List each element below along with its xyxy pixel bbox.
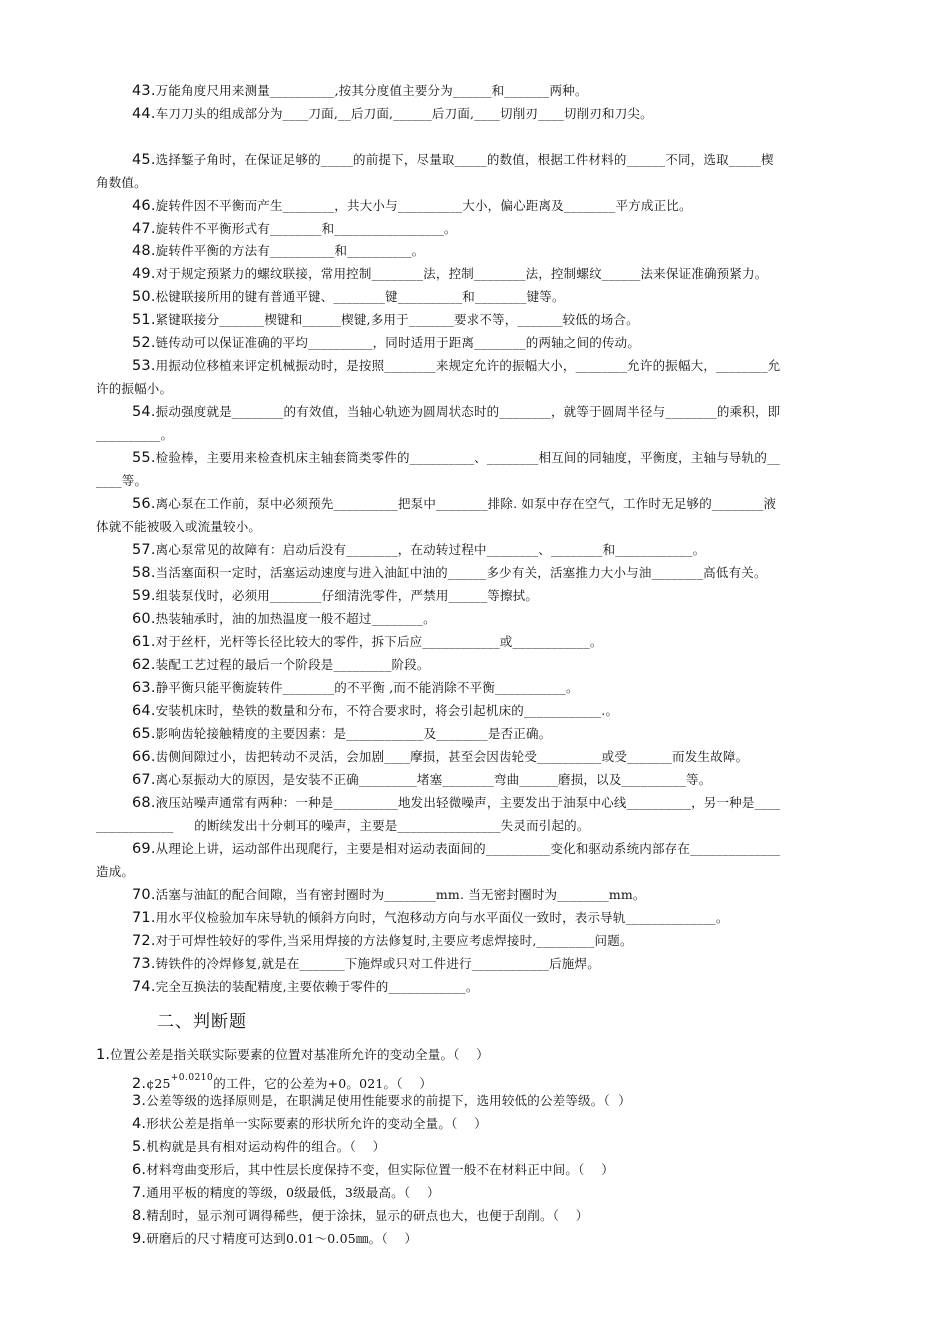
question-text: 角数值。	[96, 175, 147, 190]
question-67: 67.离心泵振动大的原因，是安装不正确_________堵塞________弯曲______磨损，以及__________等。	[132, 772, 712, 788]
question-59: 59.组装泵伐时，必须用________仔细清洗零件，严禁用______等擦拭。	[132, 588, 539, 604]
question-52: 52.链传动可以保证准确的平均__________，同时适用于距离________的两轴之间的传动。	[132, 335, 641, 351]
question-71: 71.用水平仪检验加车床导轨的倾斜方向时，气泡移动方向与水平面仪一致时，表示导轨______________。	[132, 910, 729, 926]
question-text: 体就不能被吸入或流量较小。	[96, 519, 262, 534]
question-48: 48.旋转件平衡的方法有__________和__________。	[132, 243, 425, 259]
judge-3: 3.公差等级的选择原则是，在职满足使用性能要求的前提下，选用较低的公差等级。（ ）	[132, 1093, 631, 1109]
question-54-continued	[96, 427, 173, 443]
question-text: 研磨后的尺寸精度可达到0.01～0.05㎜。（ ）	[146, 1231, 418, 1246]
question-text: ____________ 的断续发出十分刺耳的噪声，主要是________________失灵而引起的。	[96, 818, 590, 833]
question-text: 对于丝杆，光杆等长径比较大的零件，拆下后应____________或____________。	[155, 634, 603, 649]
question-text: 车刀刀头的组成部分为____刀面,__后刀面,______后刀面,____切削刃____切削刃和刀尖。	[155, 106, 653, 121]
judge-7: 7.通用平板的精度的等级，0级最低，3级最高。（ ）	[132, 1185, 440, 1201]
question-50: 50.松键联接所用的键有普通平键、________键__________和________键等。	[132, 289, 565, 305]
judge-9: 9.研磨后的尺寸精度可达到0.01～0.05㎜。（ ）	[132, 1231, 418, 1247]
question-text: 从理论上讲，运动部件出现爬行，主要是相对运动表面间的__________变化和驱动系统内部存在______________	[155, 841, 781, 856]
question-55: 55.检验棒，主要用来检查机床主轴套筒类零件的__________、________相互间的同轴度，平衡度，主轴与导轨的__	[132, 450, 780, 466]
section-title: 二、判断题	[157, 1012, 247, 1032]
judge-4: 4.形状公差是指单一实际要素的形状所允许的变动全量。（ ）	[132, 1116, 487, 1132]
judge-2: $2.¢25^{+0.0210}$的工件，它的公差为+0。021。（ ）	[132, 1073, 433, 1092]
question-text: 精刮时，显示剂可调得稀些，便于涂抹，显示的研点也大，也便于刮削。（ ）	[146, 1208, 589, 1223]
question-text: 旋转件平衡的方法有__________和__________。	[155, 243, 425, 258]
question-text: 振动强度就是________的有效值，当轴心轨迹为圆周状态时的________，就等于圆周半径与________的乘积，即	[155, 404, 781, 419]
question-text: 公差等级的选择原则是，在职满足使用性能要求的前提下，选用较低的公差等级。（ ）	[146, 1093, 631, 1108]
question-69-continued	[96, 864, 134, 880]
question-text: 许的振幅小。	[96, 381, 173, 396]
question-68: 68.液压站噪声通常有两种：一种是__________地发出轻微噪声，主要发出于油泵中心线__________，另一种是____	[132, 795, 781, 811]
tolerance-formula	[146, 1073, 214, 1091]
question-text: 万能角度尺用来测量__________,按其分度值主要分为______和_______两种。	[155, 83, 588, 98]
question-text: 静平衡只能平衡旋转件________的不平衡 ,而不能消除不平衡___________。	[155, 680, 579, 695]
question-65: 65.影响齿轮接触精度的主要因素：是____________及________是否正确。	[132, 726, 552, 742]
question-text: 齿侧间隙过小，齿把转动不灵活，会加剧____摩损，甚至会因齿轮受__________或受_______而发生故障。	[155, 749, 749, 764]
question-text: 通用平板的精度的等级，0级最低，3级最高。（ ）	[146, 1185, 440, 1200]
question-text: 材料弯曲变形后，其中性层长度保持不变，但实际位置一般不在材料正中间。（ ）	[146, 1162, 614, 1177]
question-47: 47.旋转件不平衡形式有________和_________________。	[132, 221, 457, 237]
question-68-continued	[96, 818, 590, 834]
question-text: 完全互换法的装配精度,主要依赖于零件的____________。	[155, 979, 479, 994]
question-72: 72.对于可焊性较好的零件,当采用焊接的方法修复时,主要应考虑焊接时,_________问题。	[132, 933, 633, 949]
judge-1: 1.位置公差是指关联实际要素的位置对基准所允许的变动全量。（ ）	[96, 1047, 489, 1063]
question-45: 45.选择錾子角时，在保证足够的_____的前提下，尽量取_____的数值，根据工件材料的______不同，选取_____楔	[132, 152, 774, 168]
question-text: 用水平仪检验加车床导轨的倾斜方向时，气泡移动方向与水平面仪一致时，表示导轨______________。	[155, 910, 729, 925]
question-70: 70.活塞与油缸的配合间隙，当有密封圈时为________mm. 当无密封圈时为________mm。	[132, 887, 646, 903]
question-66: 66.齿侧间隙过小，齿把转动不灵活，会加剧____摩损，甚至会因齿轮受__________或受_______而发生故障。	[132, 749, 749, 765]
question-text: 旋转件因不平衡而产生________，共大小与__________大小，偏心距离及________平方成正比。	[155, 198, 692, 213]
question-54: 54.振动强度就是________的有效值，当轴心轨迹为圆周状态时的________，就等于圆周半径与________的乘积，即	[132, 404, 781, 420]
question-61: 61.对于丝杆，光杆等长径比较大的零件，拆下后应____________或____________。	[132, 634, 603, 650]
question-text: 链传动可以保证准确的平均__________，同时适用于距离________的两轴之间的传动。	[155, 335, 641, 350]
question-text: 用振动位移植来评定机械振动时，是按照________来规定允许的振幅大小，________允许的振幅大，________允	[155, 358, 781, 373]
question-text: 离心泵振动大的原因，是安装不正确_________堵塞________弯曲______磨损，以及__________等。	[155, 772, 712, 787]
question-text: 组装泵伐时，必须用________仔细清洗零件，严禁用______等擦拭。	[155, 588, 539, 603]
question-49: 49.对于规定预紧力的螺纹联接，常用控制________法，控制________法，控制螺纹______法来保证准确预紧力。	[132, 266, 768, 282]
question-56: 56.离心泵在工作前，泵中必须预先__________把泵中________排除. 如泵中存在空气，工作时无足够的________液	[132, 496, 777, 512]
question-53: 53.用振动位移植来评定机械振动时，是按照________来规定允许的振幅大小，________允许的振幅大，________允	[132, 358, 781, 374]
question-text: 对于规定预紧力的螺纹联接，常用控制________法，控制________法，控制螺纹______法来保证准确预紧力。	[155, 266, 768, 281]
question-46: 46.旋转件因不平衡而产生________，共大小与__________大小，偏心距离及________平方成正比。	[132, 198, 692, 214]
question-text: 离心泵在工作前，泵中必须预先__________把泵中________排除. 如泵中存在空气，工作时无足够的________液	[155, 496, 777, 511]
question-text: 旋转件不平衡形式有________和_________________。	[155, 221, 457, 236]
question-text: 松键联接所用的键有普通平键、________键__________和________键等。	[155, 289, 565, 304]
question-text: __________。	[96, 427, 174, 442]
question-text: 的工件，它的公差为+0。021。（ ）	[213, 1076, 433, 1091]
question-62: 62.装配工艺过程的最后一个阶段是_________阶段。	[132, 657, 430, 673]
question-57: 57.离心泵常见的故障有：启动后没有________，在动转过程中________、________和____________。	[132, 542, 706, 558]
question-text: 影响齿轮接触精度的主要因素：是____________及________是否正确。	[155, 726, 552, 741]
judge-5: 5.机构就是具有相对运动构件的组合。（ ）	[132, 1139, 386, 1155]
question-text: 热装轴承时，油的加热温度一般不超过________。	[155, 611, 436, 626]
question-text: ____等。	[96, 473, 148, 488]
question-55-continued	[96, 473, 147, 489]
question-text: 选择錾子角时，在保证足够的_____的前提下，尽量取_____的数值，根据工件材料的______不同，选取_____楔	[155, 152, 774, 167]
question-64: 64.安装机床时，垫铁的数量和分布，不符合要求时，将会引起机床的____________.。	[132, 703, 619, 719]
question-text: 离心泵常见的故障有：启动后没有________，在动转过程中________、________和____________。	[155, 542, 706, 557]
question-74: 74.完全互换法的装配精度,主要依赖于零件的____________。	[132, 979, 479, 995]
judge-6: 6.材料弯曲变形后，其中性层长度保持不变，但实际位置一般不在材料正中间。（ ）	[132, 1162, 614, 1178]
question-text: 装配工艺过程的最后一个阶段是_________阶段。	[155, 657, 430, 672]
question-text: 对于可焊性较好的零件,当采用焊接的方法修复时,主要应考虑焊接时,_________问题。	[155, 933, 633, 948]
question-58: 58.当活塞面积一定时，活塞运动速度与进入油缸中油的______多少有关，活塞推力大小与油________高低有关。	[132, 565, 767, 581]
question-60: 60.热装轴承时，油的加热温度一般不超过________。	[132, 611, 436, 627]
question-text: 紧键联接分_______楔键和______楔键,多用于_______要求不等，_______较低的场合。	[155, 312, 639, 327]
question-53-continued	[96, 381, 172, 397]
question-73: 73.铸铁件的冷焊修复,就是在_______下施焊或只对工件进行____________后施焊。	[132, 956, 600, 972]
question-text: 铸铁件的冷焊修复,就是在_______下施焊或只对工件进行____________后施焊。	[155, 956, 600, 971]
question-43: 43.万能角度尺用来测量__________,按其分度值主要分为______和_______两种。	[132, 83, 588, 99]
question-text: 形状公差是指单一实际要素的形状所允许的变动全量。（ ）	[146, 1116, 487, 1131]
question-text: 液压站噪声通常有两种：一种是__________地发出轻微噪声，主要发出于油泵中心线__________，另一种是____	[155, 795, 781, 810]
question-text: 机构就是具有相对运动构件的组合。（ ）	[146, 1139, 386, 1154]
tolerance-limits: +0.0210	[170, 1073, 214, 1083]
question-text: 当活塞面积一定时，活塞运动速度与进入油缸中油的______多少有关，活塞推力大小与油________高低有关。	[155, 565, 767, 580]
question-text: 检验棒，主要用来检查机床主轴套筒类零件的__________、________相互间的同轴度，平衡度，主轴与导轨的__	[155, 450, 780, 465]
question-63: 63.静平衡只能平衡旋转件________的不平衡 ,而不能消除不平衡___________。	[132, 680, 579, 696]
question-text: 安装机床时，垫铁的数量和分布，不符合要求时，将会引起机床的____________.。	[155, 703, 619, 718]
question-44: 44.车刀刀头的组成部分为____刀面,__后刀面,______后刀面,____切削刃____切削刃和刀尖。	[132, 106, 653, 122]
question-69: 69.从理论上讲，运动部件出现爬行，主要是相对运动表面间的__________变化和驱动系统内部存在______________	[132, 841, 781, 857]
question-56-continued	[96, 519, 261, 535]
judge-8: 8.精刮时，显示剂可调得稀些，便于涂抹，显示的研点也大，也便于刮削。（ ）	[132, 1208, 589, 1224]
question-45-continued	[96, 175, 147, 191]
question-text: 造成。	[96, 864, 135, 879]
question-51: 51.紧键联接分_______楔键和______楔键,多用于_______要求不等，_______较低的场合。	[132, 312, 639, 328]
question-text: 活塞与油缸的配合间隙，当有密封圈时为________mm. 当无密封圈时为________mm。	[155, 887, 646, 902]
question-text: 位置公差是指关联实际要素的位置对基准所允许的变动全量。（ ）	[110, 1047, 489, 1062]
diameter-value: ¢25	[146, 1076, 171, 1091]
